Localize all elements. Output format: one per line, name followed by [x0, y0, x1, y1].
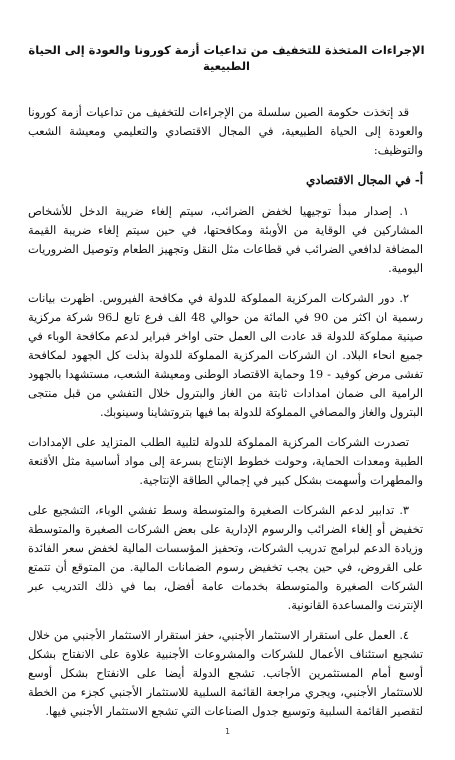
document-body: [28, 103, 423, 732]
paragraph-3: تصدرت الشركات المركزية المملوكة للدولة لتلبية الطلب المتزايد على الإمدادات الطبية ومعدات الحماية، وحولت خطوط الإنتاج بسرعة إلى مواد أساسية مثل الأقنعة والمطهرات وأسهمت بشكل كبير في إجمالي الطاقة الإنتاجية.: [28, 436, 423, 487]
paragraph-5: ٤. العمل على استقرار الاستثمار الأجنبي، حفز استقرار الاستثمار الأجنبي من خلال تشجيع استئناف الأعمال للشركات والمشروعات الأجنبية علاوة على الانفتاح بشكل أوسع أمام المستثمرين الأجانب. تشجع الدولة أيضا على الانفتاح بشكل أوسع للاستثمار الأجنبي، ويجري مراجعة القائمة السلبية للاستثمار الأجنبي كجزء من الخطة لتقصير القائمة السلبية وتوسيع جدول الصناعات التي تشجع الاستثمار الأجنبي فيها.: [28, 629, 423, 718]
document-title: الإجراءات المتخذة للتخفيف من تداعيات أزمة كورونا والعودة إلى الحياة الطبيعية: [28, 43, 425, 73]
paragraph-2: ٢. دور الشركات المركزية المملوكة للدولة في مكافحة الفيروس. اظهرت بيانات رسمية ان اكثر من 90 في المائة من حوالي 48 الف فرع تابع لـ96 شركة مركزية صينية مملوكة للدولة قد عادت الى العمل حتى اواخر فبراير لدعم مكافحة الوباء في جميع انحاء البلاد. ان الشركات المركزية المملوكة للدولة بذلت كل الجهود لمكافحة تفشى مرض كوفيد - 19 وحماية الاقتصاد الوطنى ومعيشة الشعب، مستشهدا بالجهود الرامية الى ضمان امدادات ثابتة من الغاز والبترول خلال التفشي من قبل منتجى البترول والغاز والمصافي المملوكة للدولة بما فيها بتروتشاينا وسينوبك.: [28, 292, 423, 419]
paragraph-4: ٣. تدابير لدعم الشركات الصغيرة والمتوسطة وسط تفشي الوباء، التشجيع على تخفيض أو إلغاء الضرائب والرسوم الإدارية على بعض الشركات الصغيرة والمتوسطة وزيادة الدعم لبرامج تدريب الشركات، وتحفيز المؤسسات المالية لخفض سعر الفائدة على القروض، في حين يجب تخفيض رسوم الضمانات المالية. من المتوقع أن تتمتع الشركات الصغيرة والمتوسطة بخدمات عامة أفضل، بما في ذلك التدريب عبر الإنترنت والمساعدة القانونية.: [28, 504, 423, 612]
intro-paragraph: قد إتخذت حكومة الصين سلسلة من الإجراءات للتخفيف من تداعيات أزمة كورونا والعودة إلى الحياة الطبيعية، في المجال الاقتصادي والتعليمي ومعيشة الشعب والتوظيف:: [28, 106, 423, 157]
paragraph-1: ١. إصدار مبدأ توجيهيا لخفض الضرائب، سيتم إلغاء ضريبة الدخل للأشخاص المشاركين في الوقاية من الأوبئة ومكافحتها، في حين سيتم إلغاء ضريبة القيمة المضافة لدافعي الضرائب في قطاعات مثل النقل وتجهيز الطعام وتوصيل الضروريات اليومية.: [28, 205, 423, 275]
section-heading: أ- في المجال الاقتصادي: [306, 173, 423, 187]
page-number: 1: [224, 727, 231, 736]
